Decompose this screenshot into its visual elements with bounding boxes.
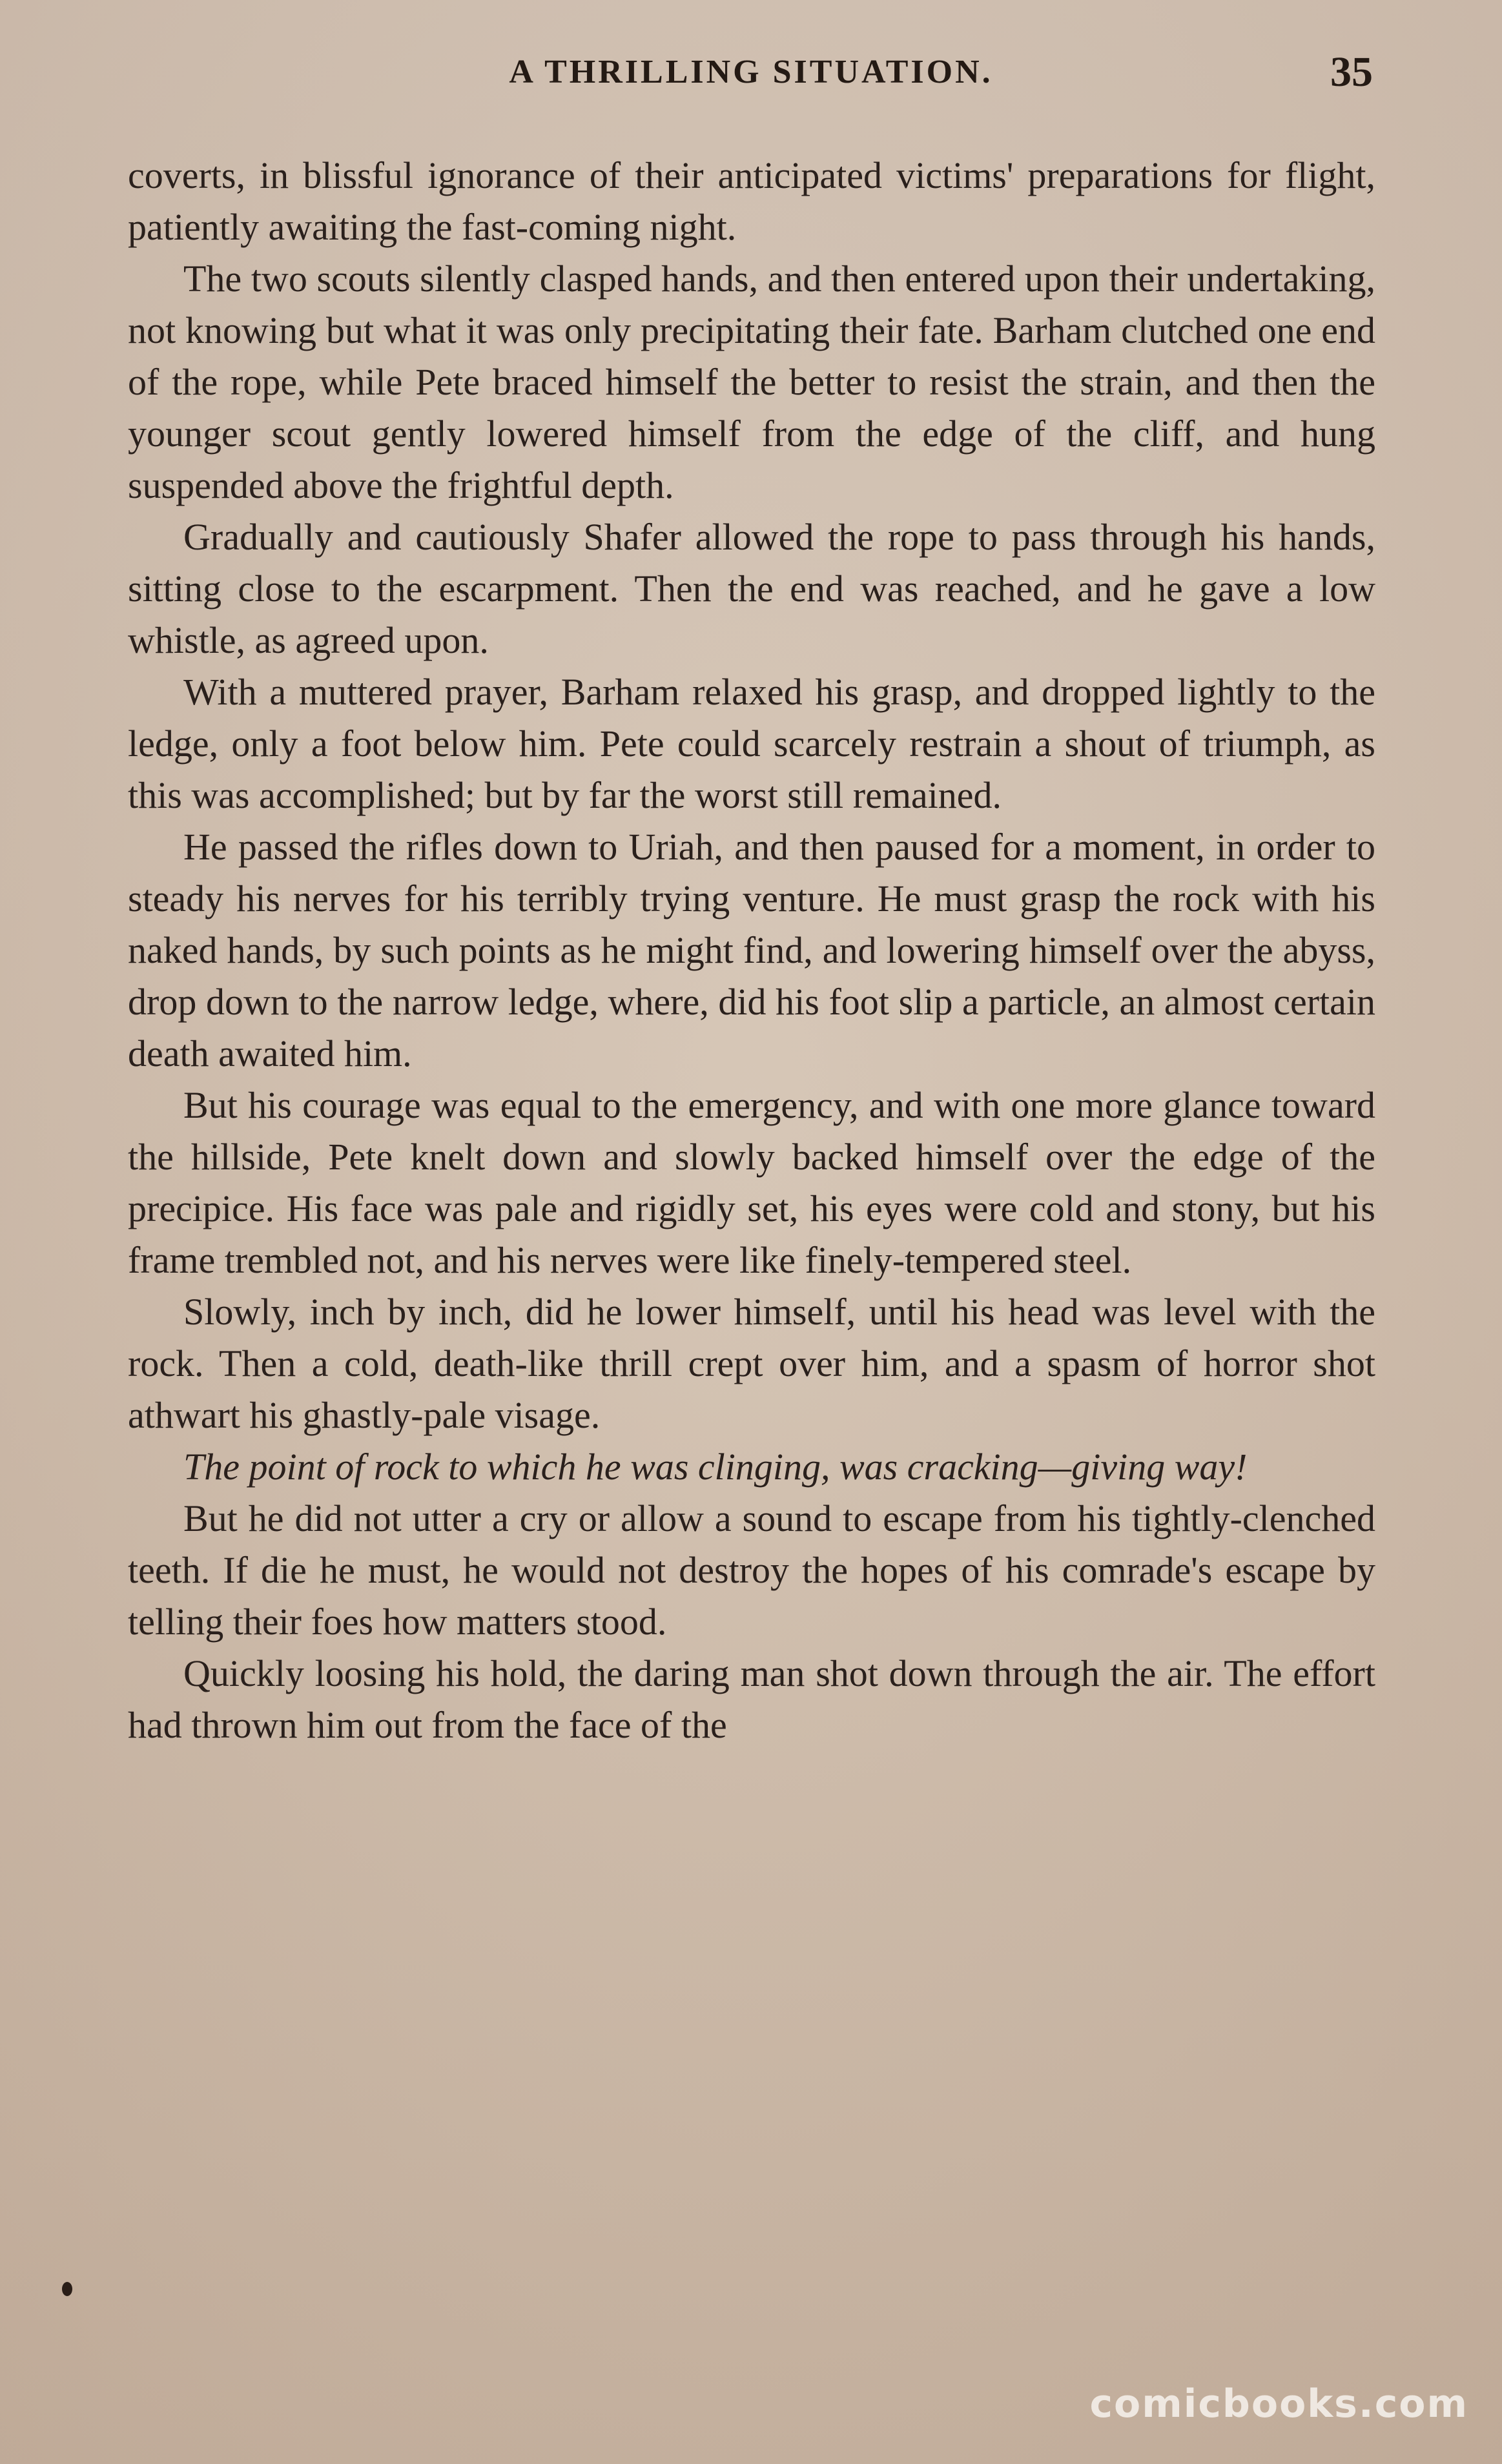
paragraph: coverts, in blissful ignorance of their anticipated victims' preparations for flight, patiently awaiting the fast-coming night.: [128, 154, 1375, 248]
paragraph: But his courage was equal to the emergency, and with one more glance toward the hillside, Pete knelt down and slowly backed himself over the edge of the precipice. His face was pale and rigidly set, his eyes were cold and stony, but his frame trembled not, and his nerves were like finely-tempered steel.: [128, 1084, 1375, 1281]
paragraph: With a muttered prayer, Barham relaxed his grasp, and dropped lightly to the ledge, only a foot below him. Pete could scarcely restrain a shout of triumph, as this was accomplished; but by far the worst still remained.: [128, 671, 1375, 816]
running-head: A THRILLING SITUATION.: [509, 54, 993, 90]
paragraph: Slowly, inch by inch, did he lower himself, until his head was level with the rock. Then a cold, death-like thrill crept over him, and a spasm of horror shot athwart his ghastly-pale visage.: [128, 1291, 1375, 1436]
body-text: [128, 150, 1375, 1751]
paragraph: But he did not utter a cry or allow a sound to escape from his tightly-clenched teeth. If die he must, he would not destroy the hopes of his comrade's escape by telling their foes how matters stood.: [128, 1497, 1375, 1643]
paragraph: He passed the rifles down to Uriah, and then paused for a moment, in order to steady his nerves for his terribly trying venture. He must grasp the rock with his naked hands, by such points as he might find, and lowering himself over the abyss, drop down to the narrow ledge, where, did his foot slip a particle, an almost certain death awaited him.: [128, 826, 1375, 1074]
italic-paragraph: The point of rock to which he was clinging, was cracking—giving way!: [183, 1446, 1248, 1488]
paragraph: Quickly loosing his hold, the daring man shot down through the air. The effort had thrown him out from the face of the: [128, 1652, 1375, 1746]
paragraph: The two scouts silently clasped hands, and then entered upon their undertaking, not knowing but what it was only precipitating their fate. Barham clutched one end of the rope, while Pete braced himself the better to resist the strain, and then the younger scout gently lowered himself from the edge of the cliff, and hung suspended above the frightful depth.: [128, 258, 1375, 506]
page-number: 35: [1330, 48, 1373, 96]
page-header: [129, 45, 1373, 123]
ink-speck: [62, 2282, 72, 2296]
paragraph: Gradually and cautiously Shafer allowed the rope to pass through his hands, sitting close to the escarpment. Then the end was reached, and he gave a low whistle, as agreed upon.: [128, 516, 1375, 661]
watermark: comicbooks.com: [1089, 2381, 1468, 2427]
